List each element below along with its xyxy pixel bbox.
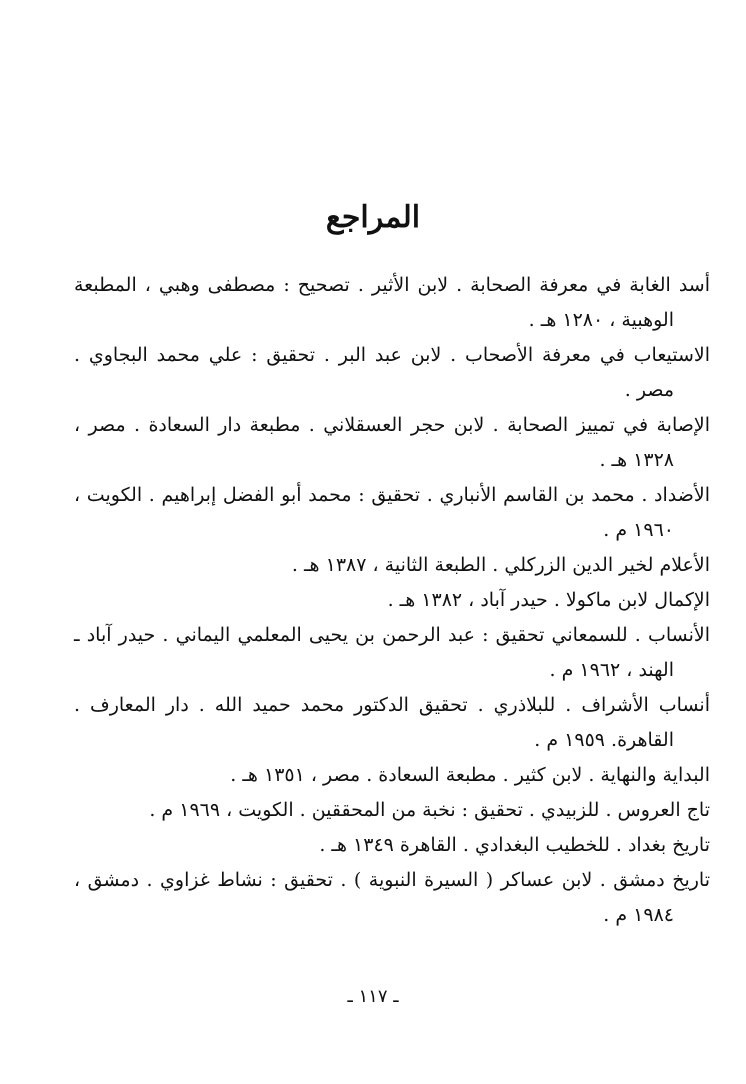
page-title: المراجع xyxy=(325,200,421,235)
reference-entry: الإكمال لابن ماكولا . حيدر آباد ، ١٣٨٢ هـ . xyxy=(387,589,710,611)
reference-entry: الأنساب . للسمعاني تحقيق : عبد الرحمن بن يحيى المعلمي اليماني . حيدر آباد ـ الهند ، ١٩٦٢ م . xyxy=(74,624,710,681)
reference-entry: أسد الغابة في معرفة الصحابة . لابن الأثير . تصحيح : مصطفى وهبي ، المطبعة الوهبية ، ١٢٨٠ هـ . xyxy=(74,274,710,331)
reference-entry: الأعلام لخير الدين الزركلي . الطبعة الثانية ، ١٣٨٧ هـ . xyxy=(291,554,710,576)
reference-entry: الاستيعاب في معرفة الأصحاب . لابن عبد البر . تحقيق : علي محمد البجاوي . مصر . xyxy=(74,344,710,401)
reference-entry: الأضداد . محمد بن القاسم الأنباري . تحقيق : محمد أبو الفضل إبراهيم . الكويت ، ١٩٦٠ م . xyxy=(74,484,710,541)
references-list xyxy=(74,268,710,933)
reference-entry: تاج العروس . للزبيدي . تحقيق : نخبة من المحققين . الكويت ، ١٩٦٩ م . xyxy=(149,799,710,821)
reference-entry: تاريخ دمشق . لابن عساكر ( السيرة النبوية ) . تحقيق : نشاط غزاوي . دمشق ، ١٩٨٤ م . xyxy=(74,869,710,926)
page-number: ـ ١١٧ ـ xyxy=(347,986,399,1007)
reference-entry: الإصابة في تمييز الصحابة . لابن حجر العسقلاني . مطبعة دار السعادة . مصر ، ١٣٢٨ هـ . xyxy=(74,414,710,471)
reference-entry: البداية والنهاية . لابن كثير . مطبعة السعادة . مصر ، ١٣٥١ هـ . xyxy=(230,764,710,786)
reference-entry: أنساب الأشراف . للبلاذري . تحقيق الدكتور محمد حميد الله . دار المعارف . القاهرة. ١٩٥٩ م . xyxy=(74,694,710,751)
reference-entry: تاريخ بغداد . للخطيب البغدادي . القاهرة ١٣٤٩ هـ . xyxy=(319,834,710,856)
